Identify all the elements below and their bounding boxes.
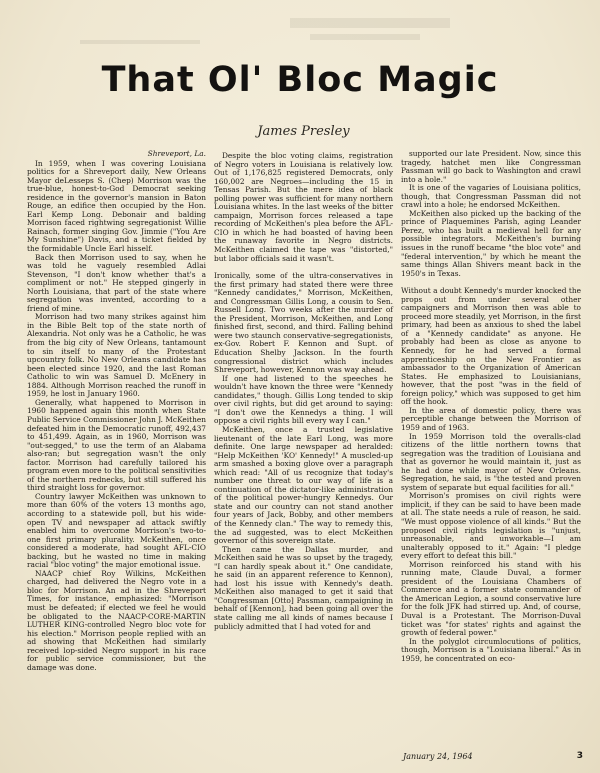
paragraph: supported our late President. Now, since this tragedy, hatchet men like Congressman Passman will go back to Washington and crawl into a hole."	[401, 149, 581, 184]
paragraph: McKeithen also picked up the backing of the prince of Plaquemines Parish, aging Leander Perez, who has built a medieval hell for any possible integrators. McKeithen's burning issues in the runoff became "the bloc vote" and "federal intervention," by which he meant the same things Allan Shivers meant back in the 1950's in Texas.	[401, 208, 581, 278]
issue-date: January 24, 1964	[403, 752, 473, 761]
column-left	[27, 150, 206, 672]
paragraph: Back then Morrison used to say, when he was told he vaguely resembled Adlai Stevenson, "I don't know whether that's a compliment or not." He stepped gingerly in North Louisiana, that part of the state where segregation was invented, according to a friend of mine.	[27, 252, 206, 313]
article-byline: James Presley	[257, 124, 350, 139]
paragraph: McKeithen, once a trusted legislative lieutenant of the late Earl Long, was more definite. One large newspaper ad heralded: "Help McKeithen 'KO' Kennedy!" A muscled-up arm smashed a boxing glove over a paragraph which read: "All of us recognize that today's number one threat to our way of life is a continuation of the dictator-like administration of the political power-hungry Kennedys. Our state and our country can not stand another four years of Jack, Bobby, and other members of the Kennedy clan." The way to remedy this, the ad suggested, was to elect McKeithen governor of this sovereign state.	[214, 424, 393, 546]
paragraph: Despite the bloc voting claims, registration of Negro voters in Louisiana is relatively low. Out of 1,176,825 registered Democrats, only 160,002 are Negroes—including the 15 in Tensas Parish. But the mere idea of black polling power was sufficient for many northern Louisiana whites. In the last weeks of the bitter campaign, Morrison forces released a tape recording of McKeithen's plea before the AFL-CIO in which he had boasted of having been the runaway favorite in Negro districts. McKeithen claimed the tape was "distorted," but labor officials said it wasn't.	[214, 151, 393, 263]
paragraph: Morrison reinforced his stand with his running mate, Claude Duval, a former president of the Louisiana Chambers of Commerce and a former state commander of the American Legion, a sound conservative lure for the folk JFK had stirred up. And, of course, Duval is a Protestant. The Morrison-Duval ticket was "for states' rights and against the growth of federal power."	[401, 559, 581, 638]
paragraph: In the area of domestic policy, there was perceptible change between the Morrison of 1959 and of 1963.	[401, 405, 581, 432]
dateline: Shreveport, La.	[147, 149, 206, 158]
paragraph: NAACP chief Roy Wilkins, McKeithen charged, had delivered the Negro vote in a bloc for Morrison. An ad in the Shreveport Times, for instance, emphasized: "Morrison must be defeated; if elected we feel he would be obligated to the NAACP-CORE-MARTIN LUTHER KING-controlled Negro bloc vote for his election." Morrison people replied with an ad showing that McKeithen had similarly received lop-sided Negro support in his race for public service commissioner, but the damage was done.	[27, 568, 206, 672]
article-title: That Ol' Bloc Magic	[101, 60, 499, 100]
paragraph: Ironically, some of the ultra-conservatives in the first primary had stated there were three "Kennedy candidates," Morrison, McKeithen, and Congressman Gillis Long, a cousin to Sen. Russell Long. Two weeks after the murder of the President, Morrison, McKeithen, and Long finished first, second, and third. Falling behind were two staunch conservative-segregationists, ex-Gov. Robert F. Kennon and Supt. of Education Shelby Jackson. In the fourth congressional district which includes Shreveport, however, Kennon was way ahead.	[214, 271, 393, 375]
paragraph: Country lawyer McKeithen was unknown to more than 60% of the voters 13 months ago, according to a statewide poll, but his wide-open TV and newspaper ad attack swiftly enabled him to overcome Morrison's two-to-one first primary plurality. McKeithen, once considered a moderate, had sought AFL-CIO backing, but he wasted no time in making racial "bloc voting" the major emotional issue.	[27, 491, 206, 570]
paragraph: Then came the Dallas murder, and McKeithen said he was so upset by the tragedy, "I can hardly speak about it." One candidate, he said (in an apparent reference to Kennon), had lost his issue with Kennedy's death. McKeithen also managed to get it said that "Congressman [Otto] Passman, campaigning in behalf of [Kennon], had been going all over the state calling me all kinds of names because I publicly admitted that I had voted for and	[214, 544, 393, 631]
paragraph: Without a doubt Kennedy's murder knocked the props out from under several other campaigners and Morrison then was able to proceed more steadily, yet Morrison, in the first primary, had been as anxious to shed the label of a "Kennedy candidate" as anyone. He probably had been as close as anyone to Kennedy, for he had served a formal apprenticeship on the New Frontier as ambassador to the Organization of American States. He emphasized to Louisianians, however, that the post "was in the field of foreign policy," which was supposed to get him off the hook.	[401, 286, 581, 407]
paragraph: Morrison's promises on civil rights were implicit, if they can be said to have been made at all. The state needs a rule of reason, he said. "We must oppose violence of all kinds." But the proposed civil rights legislation is "unjust, unreasonable, and unworkable—I am unalterably opposed to it." Again: "I pledge every effort to defeat this bill."	[401, 491, 581, 561]
paragraph: In 1959, when I was covering Louisiana politics for a Shreveport daily, New Orleans Mayor deLesseps S. (Chep) Morrison was the true-blue, honest-to-God Democrat seeking residence in the governor's mansion in Baton Rouge, an edifice then occupied by the Hon. Earl Kemp Long. Debonair and balding Morrison faced rightwing segregationist Willie Rainach, former singing Gov. Jimmie ("You Are My Sunshine") Davis, and a ticket fielded by the formidable Uncle Earl hisself.	[27, 158, 206, 254]
bleed-through-text	[60, 0, 580, 60]
paragraph: Morrison had two many strikes against him in the Bible Belt top of the state north of Alexandria. Not only was he a Catholic, he was from the big city of New Orleans, tantamount to sin itself to many of the Protestant upcountry folk. No New Orleans candidate has been elected since 1920, and the last Roman Catholic to win was Samuel D. McEnery in 1884. Although Morrison reached the runoff in 1959, he lost in January 1960.	[27, 312, 206, 399]
paragraph: It is one of the vagaries of Louisiana politics, though, that Congressman Passman did not crawl into a hole; he endorsed McKeithen.	[401, 183, 581, 210]
column-middle	[214, 152, 393, 631]
page-number: 3	[576, 751, 583, 761]
column-right	[401, 150, 581, 663]
paragraph: Generally, what happened to Morrison in 1960 happened again this month when State Public Service Commissioner John J. McKeithen defeated him in the Democratic runoff, 492,437 to 451,499. Again, as in 1960, Morrison was "out-segged," to use the term of an Alabama also-ran; but segregation wasn't the only factor. Morrison had carefully tailored his program even more to the political sensitivities of the northern rednecks, but still suffered his third straight loss for governor.	[27, 397, 206, 493]
paragraph: If one had listened to the speeches he wouldn't have known the three were "Kennedy candidates," though. Gillis Long tended to skip over civil rights, but did get around to saying: "I don't owe the Kennedys a thing. I will oppose a civil rights bill every way I can."	[214, 373, 393, 426]
paragraph: In the polyglot circumlocutions of politics, though, Morrison is a "Louisiana liberal." As in 1959, he concentrated on eco-	[401, 636, 581, 663]
paragraph: In 1959 Morrison told the overalls-clad citizens of the little northern towns that segregation was the tradition of Louisiana and that as governor he would maintain it, just as he had done while mayor of New Orleans. Segregation, he said, is "the tested and proven system of separate but equal facilities for all."	[401, 431, 581, 492]
